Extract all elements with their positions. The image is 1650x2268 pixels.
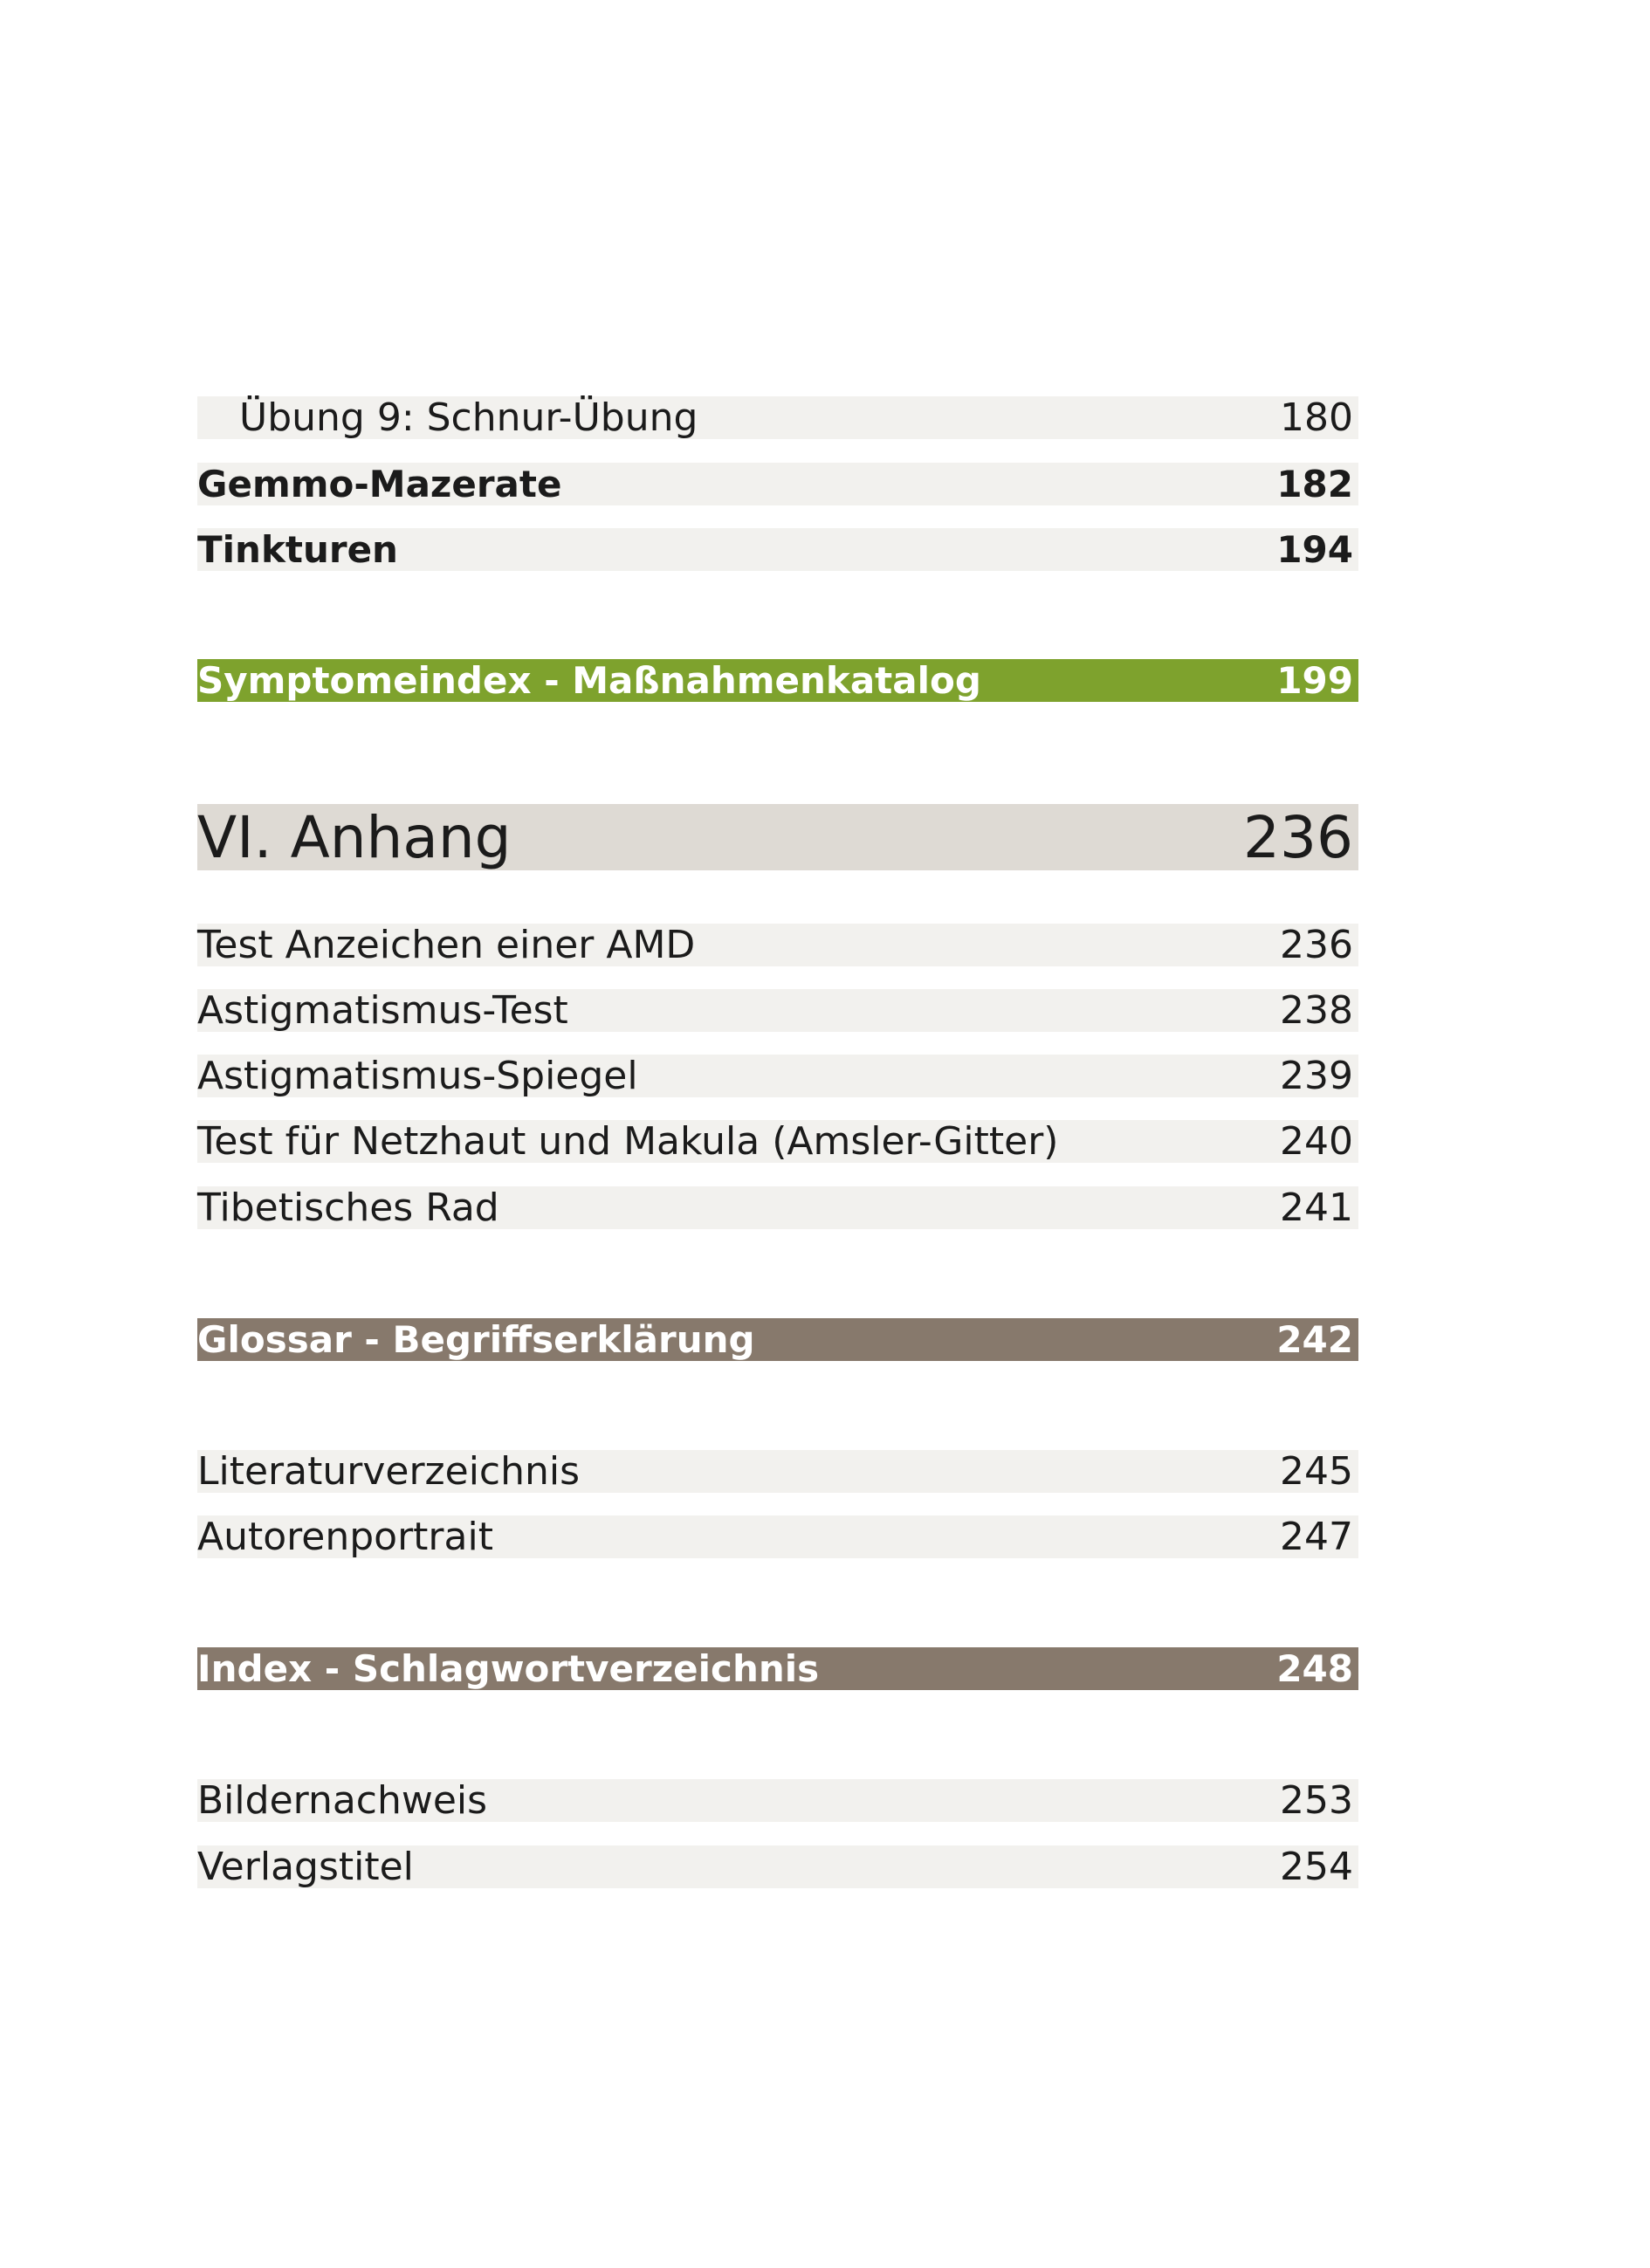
toc-entry-page: 253 [1280,1778,1353,1823]
toc-entry-page: 245 [1280,1449,1353,1494]
toc-entry-page: 238 [1280,988,1353,1033]
toc-entry-label: Test Anzeichen einer AMD [197,923,696,967]
toc-entry-tinkturen[interactable] [197,528,1358,571]
toc-entry-page: 247 [1280,1515,1353,1559]
toc-section-page: 199 [1276,659,1353,702]
toc-entry-page: 240 [1280,1119,1353,1164]
toc-entry-label: Tibetisches Rad [197,1186,499,1230]
toc-entry-page: 194 [1276,528,1353,571]
toc-entry-autorenportrait[interactable] [197,1515,1358,1558]
toc-entry-page: 254 [1280,1845,1353,1889]
toc-entry-label: Autorenportrait [197,1515,493,1559]
toc-entry-label: Astigmatismus-Spiegel [197,1054,638,1098]
toc-entry-amd-test[interactable] [197,924,1358,966]
toc-section-glossar[interactable] [197,1318,1358,1361]
toc-entry-page: 236 [1280,923,1353,967]
toc-entry-label: Literaturverzeichnis [197,1449,581,1494]
toc-entry-label: Tinkturen [197,528,398,571]
toc-entry-bildernachweis[interactable] [197,1779,1358,1822]
toc-section-page: 248 [1276,1647,1353,1690]
toc-entry-label: Verlagstitel [197,1845,414,1889]
toc-chapter-label: VI. Anhang [197,803,512,871]
toc-entry-uebung-9[interactable] [197,396,1358,439]
toc-section-index[interactable] [197,1647,1358,1690]
toc-entry-label: Bildernachweis [197,1778,488,1823]
toc-entry-page: 182 [1276,463,1353,505]
toc-entry-page: 241 [1280,1186,1353,1230]
toc-entry-astigmatismus-spiegel[interactable] [197,1055,1358,1097]
toc-section-label: Index - Schlagwortverzeichnis [197,1647,820,1690]
toc-entry-verlagstitel[interactable] [197,1845,1358,1888]
toc-chapter-page: 236 [1243,803,1353,871]
toc-entry-gemmo-mazerate[interactable] [197,463,1358,505]
toc-chapter-anhang[interactable] [197,804,1358,870]
toc-entry-label: Übung 9: Schnur-Übung [239,395,698,440]
toc-entry-label: Astigmatismus-Test [197,988,568,1033]
toc-entry-amsler-gitter[interactable] [197,1120,1358,1163]
toc-entry-tibetisches-rad[interactable] [197,1186,1358,1229]
toc-entry-label: Gemmo-Mazerate [197,463,562,505]
toc-entry-literaturverzeichnis[interactable] [197,1450,1358,1493]
toc-entry-page: 239 [1280,1054,1353,1098]
toc-entry-page: 180 [1280,395,1353,440]
toc-section-page: 242 [1276,1318,1353,1361]
toc-entry-astigmatismus-test[interactable] [197,989,1358,1032]
toc-entry-label: Test für Netzhaut und Makula (Amsler-Gitter) [197,1119,1059,1164]
toc-section-label: Glossar - Begriffserklärung [197,1318,755,1361]
toc-section-label: Symptomeindex - Maßnahmenkatalog [197,659,981,702]
toc-section-symptomeindex[interactable] [197,659,1358,702]
